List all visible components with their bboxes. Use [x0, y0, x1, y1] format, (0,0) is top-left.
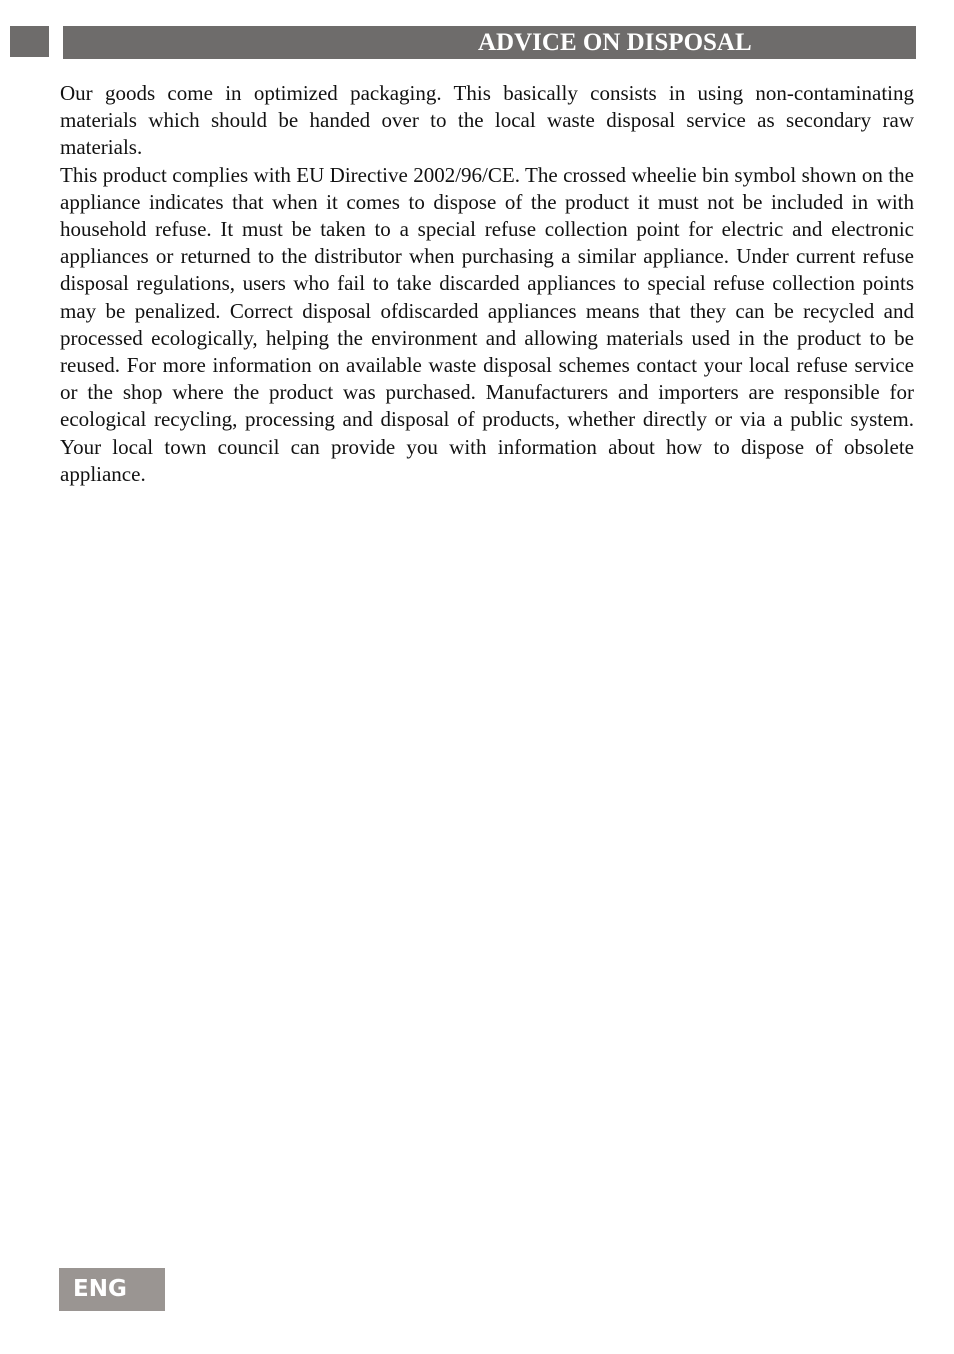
paragraph-directive: This product complies with EU Directive 2002/96/CE. The crossed wheelie bin symbol shown on the appliance indicates that when it comes to dispose of the product it must not be included in with household refuse. It must be taken to a special refuse collection point for electric and electronic appliances or returned to the distributor when purchasing a similar appliance. Under current refuse disposal regulations, users who fail to take discarded appliances to special refuse collection points may be penalized. Correct disposal ofdiscarded appliances means that they can be recycled and processed ecologically, helping the environment and allowing materials used in the product to be reused. For more information on available waste disposal schemes contact your local refuse service or the shop where the product was purchased. Manufacturers and importers are responsible for ecological recycling, processing and disposal of products, whether directly or via a public system. Your local town council can provide you with information about how to dispose of obsolete appliance. — [60, 162, 914, 486]
section-header-bar — [63, 26, 916, 59]
document-body — [60, 80, 914, 488]
language-badge — [59, 1268, 165, 1311]
header-corner-block — [10, 26, 49, 57]
section-title: ADVICE ON DISPOSAL — [478, 29, 752, 56]
language-label: ENG — [73, 1276, 127, 1302]
paragraph-packaging: Our goods come in optimized packaging. This basically consists in using non-contaminating materials which should be handed over to the local waste disposal service as secondary raw materials. — [60, 81, 914, 160]
